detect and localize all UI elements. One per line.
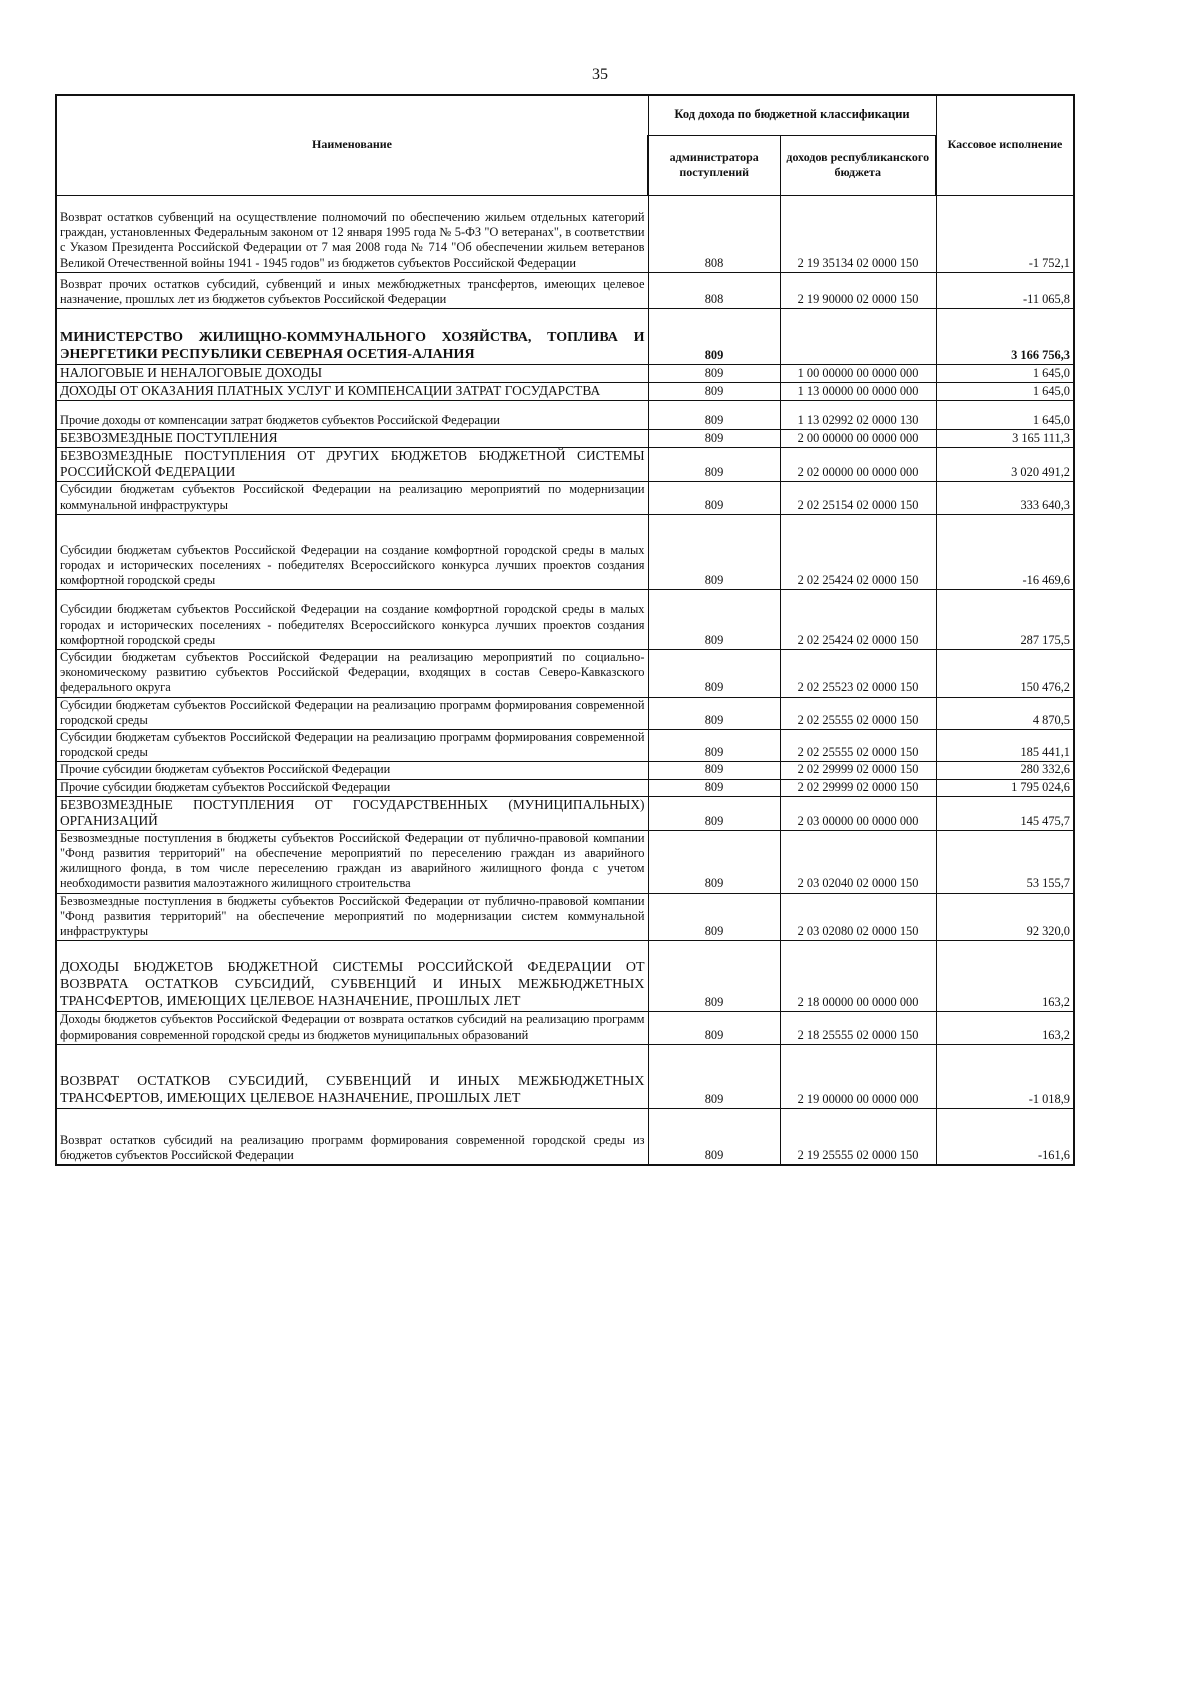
row-name: ДОХОДЫ БЮДЖЕТОВ БЮДЖЕТНОЙ СИСТЕМЫ РОССИЙСКОЙ ФЕДЕРАЦИИ ОТ ВОЗВРАТА ОСТАТКОВ СУБСИДИЙ, СУБВЕНЦИЙ И ИНЫХ МЕЖБЮДЖЕТНЫХ ТРАНСФЕРТОВ, ИМЕЮЩИХ ЦЕЛЕВОЕ НАЗНАЧЕНИЕ, ПРОШЛЫХ ЛЕТ <box>56 941 648 1012</box>
row-name: Возврат остатков субвенций на осуществление полномочий по обеспечению жильем отдельных категорий граждан, установленных Федеральным законом от 12 января 1995 года № 5-ФЗ "О ветеранах", в соответствии с Указом Президента Российской Федерации от 7 мая 2008 года № 714 "Об обеспечении жильем ветеранов Великой Отечественной войны 1941 - 1945 годов" из бюджетов субъектов Российской Федерации <box>56 196 648 273</box>
row-income-code: 2 03 02080 02 0000 150 <box>780 893 936 941</box>
table-row <box>56 650 1074 698</box>
row-admin-code: 809 <box>648 893 780 941</box>
table-row <box>56 796 1074 830</box>
row-amount: 150 476,2 <box>936 650 1074 698</box>
row-admin-code: 809 <box>648 1108 780 1165</box>
row-amount: 1 795 024,6 <box>936 779 1074 796</box>
row-amount: 53 155,7 <box>936 830 1074 893</box>
row-name: Субсидии бюджетам субъектов Российской Федерации на реализацию мероприятий по модернизации коммунальной инфраструктуры <box>56 482 648 514</box>
row-amount: 4 870,5 <box>936 697 1074 729</box>
row-name: Субсидии бюджетам субъектов Российской Федерации на реализацию мероприятий по социально-экономическому развитию субъектов Российской Федерации, входящих в состав Северо-Кавказского федерального округа <box>56 650 648 698</box>
table-row <box>56 272 1074 308</box>
header-code-group: Код дохода по бюджетной классификации <box>648 95 936 136</box>
table-row <box>56 309 1074 365</box>
table-row <box>56 893 1074 941</box>
row-amount: 1 645,0 <box>936 401 1074 430</box>
table-body <box>56 196 1074 1166</box>
row-income-code: 2 02 25555 02 0000 150 <box>780 697 936 729</box>
row-amount: 92 320,0 <box>936 893 1074 941</box>
row-amount: 333 640,3 <box>936 482 1074 514</box>
row-admin-code: 809 <box>648 590 780 650</box>
row-name: БЕЗВОЗМЕЗДНЫЕ ПОСТУПЛЕНИЯ <box>56 430 648 448</box>
row-amount: 185 441,1 <box>936 730 1074 762</box>
row-income-code: 2 02 25424 02 0000 150 <box>780 514 936 590</box>
row-admin-code: 809 <box>648 762 780 779</box>
table-row <box>56 830 1074 893</box>
table-row <box>56 730 1074 762</box>
row-amount: -161,6 <box>936 1108 1074 1165</box>
row-name: Субсидии бюджетам субъектов Российской Федерации на реализацию программ формирования современной городской среды <box>56 730 648 762</box>
row-name: ДОХОДЫ ОТ ОКАЗАНИЯ ПЛАТНЫХ УСЛУГ И КОМПЕНСАЦИИ ЗАТРАТ ГОСУДАРСТВА <box>56 383 648 401</box>
row-income-code: 2 18 25555 02 0000 150 <box>780 1012 936 1044</box>
row-admin-code: 809 <box>648 830 780 893</box>
row-amount: -1 018,9 <box>936 1044 1074 1108</box>
row-income-code: 2 19 00000 00 0000 000 <box>780 1044 936 1108</box>
row-income-code: 2 03 00000 00 0000 000 <box>780 796 936 830</box>
row-income-code: 2 02 25154 02 0000 150 <box>780 482 936 514</box>
row-admin-code: 809 <box>648 697 780 729</box>
row-name: Возврат остатков субсидий на реализацию программ формирования современной городской среды из бюджетов субъектов Российской Федерации <box>56 1108 648 1165</box>
row-admin-code: 809 <box>648 448 780 482</box>
row-income-code: 2 02 25555 02 0000 150 <box>780 730 936 762</box>
row-income-code: 2 00 00000 00 0000 000 <box>780 430 936 448</box>
header-name: Наименование <box>56 95 648 196</box>
revenue-table <box>55 94 1075 1166</box>
row-admin-code: 809 <box>648 796 780 830</box>
row-name: Субсидии бюджетам субъектов Российской Федерации на создание комфортной городской среды в малых городах и исторических поселениях - победителях Всероссийского конкурса лучших проектов создания комфортной городской среды <box>56 514 648 590</box>
row-admin-code: 809 <box>648 482 780 514</box>
table-row <box>56 941 1074 1012</box>
row-admin-code: 809 <box>648 1044 780 1108</box>
header-execution: Кассовое исполнение <box>936 95 1074 196</box>
row-amount: -11 065,8 <box>936 272 1074 308</box>
row-income-code: 1 13 00000 00 0000 000 <box>780 383 936 401</box>
row-name: МИНИСТЕРСТВО ЖИЛИЩНО-КОММУНАЛЬНОГО ХОЗЯЙСТВА, ТОПЛИВА И ЭНЕРГЕТИКИ РЕСПУБЛИКИ СЕВЕРНАЯ ОСЕТИЯ-АЛАНИЯ <box>56 309 648 365</box>
row-admin-code: 809 <box>648 730 780 762</box>
row-income-code: 1 13 02992 02 0000 130 <box>780 401 936 430</box>
row-name: ВОЗВРАТ ОСТАТКОВ СУБСИДИЙ, СУБВЕНЦИЙ И ИНЫХ МЕЖБЮДЖЕТНЫХ ТРАНСФЕРТОВ, ИМЕЮЩИХ ЦЕЛЕВОЕ НАЗНАЧЕНИЕ, ПРОШЛЫХ ЛЕТ <box>56 1044 648 1108</box>
table-row <box>56 762 1074 779</box>
row-name: Безвозмездные поступления в бюджеты субъектов Российской Федерации от публично-правовой компании "Фонд развития территорий" на обеспечение мероприятий по переселению граждан из аварийного жилищного фонда, в том числе переселению граждан из аварийного жилищного фонда с учетом необходимости развития малоэтажного жилищного строительства <box>56 830 648 893</box>
row-admin-code: 808 <box>648 196 780 273</box>
row-admin-code: 809 <box>648 779 780 796</box>
table-row <box>56 482 1074 514</box>
row-amount: 1 645,0 <box>936 365 1074 383</box>
table-row <box>56 196 1074 273</box>
table-row <box>56 779 1074 796</box>
table-row <box>56 1108 1074 1165</box>
row-amount: 287 175,5 <box>936 590 1074 650</box>
row-name: БЕЗВОЗМЕЗДНЫЕ ПОСТУПЛЕНИЯ ОТ ДРУГИХ БЮДЖЕТОВ БЮДЖЕТНОЙ СИСТЕМЫ РОССИЙСКОЙ ФЕДЕРАЦИИ <box>56 448 648 482</box>
row-income-code: 2 18 00000 00 0000 000 <box>780 941 936 1012</box>
row-income-code: 2 02 29999 02 0000 150 <box>780 762 936 779</box>
row-admin-code: 808 <box>648 272 780 308</box>
row-name: Прочие доходы от компенсации затрат бюджетов субъектов Российской Федерации <box>56 401 648 430</box>
table-row <box>56 430 1074 448</box>
table-row <box>56 697 1074 729</box>
row-amount: 145 475,7 <box>936 796 1074 830</box>
row-admin-code: 809 <box>648 401 780 430</box>
table-row <box>56 590 1074 650</box>
row-amount: 163,2 <box>936 1012 1074 1044</box>
row-amount: 3 166 756,3 <box>936 309 1074 365</box>
row-amount: 280 332,6 <box>936 762 1074 779</box>
table-row <box>56 514 1074 590</box>
table-row <box>56 383 1074 401</box>
table-row <box>56 365 1074 383</box>
row-income-code: 2 02 00000 00 0000 000 <box>780 448 936 482</box>
row-name: Прочие субсидии бюджетам субъектов Российской Федерации <box>56 779 648 796</box>
row-admin-code: 809 <box>648 650 780 698</box>
row-amount: 1 645,0 <box>936 383 1074 401</box>
row-income-code: 2 02 29999 02 0000 150 <box>780 779 936 796</box>
row-income-code: 2 02 25424 02 0000 150 <box>780 590 936 650</box>
row-income-code: 2 19 35134 02 0000 150 <box>780 196 936 273</box>
row-income-code: 2 03 02040 02 0000 150 <box>780 830 936 893</box>
row-name: Субсидии бюджетам субъектов Российской Федерации на реализацию программ формирования современной городской среды <box>56 697 648 729</box>
row-name: Возврат прочих остатков субсидий, субвенций и иных межбюджетных трансфертов, имеющих целевое назначение, прошлых лет из бюджетов субъектов Российской Федерации <box>56 272 648 308</box>
row-income-code: 2 02 25523 02 0000 150 <box>780 650 936 698</box>
row-admin-code: 809 <box>648 514 780 590</box>
row-amount: 3 020 491,2 <box>936 448 1074 482</box>
row-name: НАЛОГОВЫЕ И НЕНАЛОГОВЫЕ ДОХОДЫ <box>56 365 648 383</box>
row-income-code <box>780 309 936 365</box>
row-amount: -1 752,1 <box>936 196 1074 273</box>
row-name: БЕЗВОЗМЕЗДНЫЕ ПОСТУПЛЕНИЯ ОТ ГОСУДАРСТВЕННЫХ (МУНИЦИПАЛЬНЫХ) ОРГАНИЗАЦИЙ <box>56 796 648 830</box>
row-income-code: 1 00 00000 00 0000 000 <box>780 365 936 383</box>
table-row <box>56 1012 1074 1044</box>
row-admin-code: 809 <box>648 430 780 448</box>
row-income-code: 2 19 90000 02 0000 150 <box>780 272 936 308</box>
header-income: доходов республиканского бюджета <box>780 136 936 196</box>
row-name: Прочие субсидии бюджетам субъектов Российской Федерации <box>56 762 648 779</box>
table-header <box>56 95 1074 196</box>
table-row <box>56 448 1074 482</box>
row-name: Субсидии бюджетам субъектов Российской Федерации на создание комфортной городской среды в малых городах и исторических поселениях - победителях Всероссийского конкурса лучших проектов создания комфортной городской среды <box>56 590 648 650</box>
table-row <box>56 401 1074 430</box>
header-admin: администратора поступлений <box>648 136 780 196</box>
row-income-code: 2 19 25555 02 0000 150 <box>780 1108 936 1165</box>
row-amount: 163,2 <box>936 941 1074 1012</box>
row-admin-code: 809 <box>648 383 780 401</box>
row-amount: -16 469,6 <box>936 514 1074 590</box>
table-row <box>56 1044 1074 1108</box>
row-admin-code: 809 <box>648 1012 780 1044</box>
row-name: Доходы бюджетов субъектов Российской Федерации от возврата остатков субсидий на реализацию программ формирования современной городской среды из бюджетов муниципальных образований <box>56 1012 648 1044</box>
row-admin-code: 809 <box>648 941 780 1012</box>
row-admin-code: 809 <box>648 309 780 365</box>
page-number: 35 <box>592 66 608 83</box>
row-amount: 3 165 111,3 <box>936 430 1074 448</box>
row-admin-code: 809 <box>648 365 780 383</box>
row-name: Безвозмездные поступления в бюджеты субъектов Российской Федерации от публично-правовой компании "Фонд развития территорий" на обеспечение мероприятий по модернизации систем коммунальной инфраструктуры <box>56 893 648 941</box>
